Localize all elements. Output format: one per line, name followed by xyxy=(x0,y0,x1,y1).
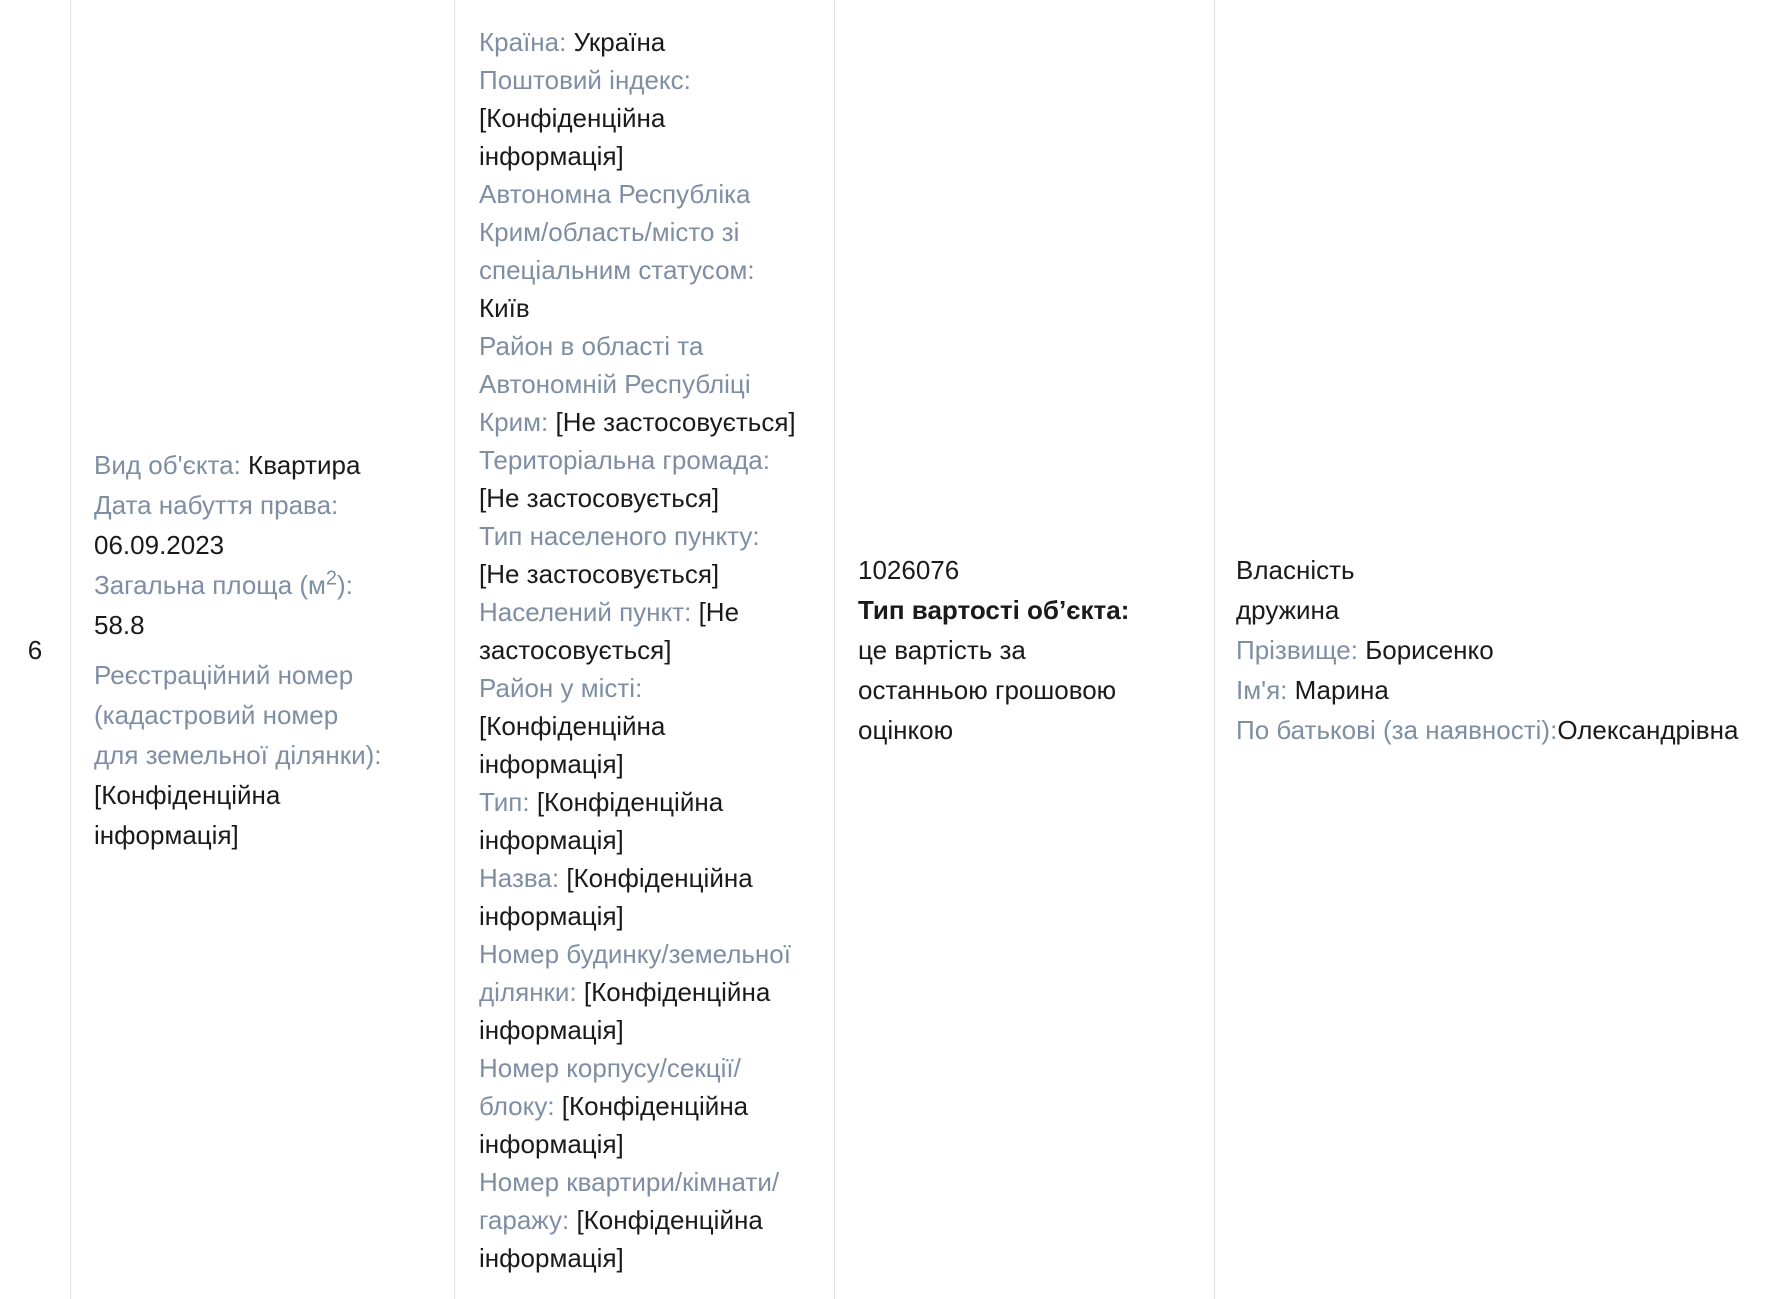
community-value: [Не застосовується] xyxy=(479,482,720,513)
object-type-line xyxy=(94,445,454,485)
region-label: Автономна Республіка Крим/область/місто зі спеціальним статусом: xyxy=(479,178,755,285)
country-value: Україна xyxy=(573,26,666,57)
value-type-value: це вартість за останньою грошовою оцінкою xyxy=(858,634,1117,745)
row-number-cell xyxy=(0,0,70,1299)
object-type-value: Квартира xyxy=(248,449,361,480)
ownership-cell xyxy=(1236,0,1765,1299)
postal-code-label: Поштовий індекс: xyxy=(479,64,691,95)
object-info-cell xyxy=(94,0,454,1299)
district-value: [Не застосовується] xyxy=(555,406,796,437)
surname-value: Борисенко xyxy=(1365,634,1494,665)
owner-relation: дружина xyxy=(1236,594,1340,625)
apartment-number-line: Номер квартири/кімнати/ гаражу: [Конфіденційна інформація] xyxy=(479,1166,780,1273)
value-cell xyxy=(858,0,1208,1299)
column-divider xyxy=(1214,0,1215,1299)
address-cell xyxy=(479,0,819,1299)
column-divider xyxy=(70,0,71,1299)
column-divider xyxy=(454,0,455,1299)
total-area-label: Загальна площа $(м^2)$: xyxy=(94,566,353,600)
column-divider xyxy=(834,0,835,1299)
region-value: Київ xyxy=(479,292,530,323)
building-number-line: Номер корпусу/секції/ блоку: [Конфіденційна інформація] xyxy=(479,1052,749,1159)
city-district-value: [Конфіденційна інформація] xyxy=(479,710,666,779)
object-type-label: Вид об'єкта: xyxy=(94,449,241,480)
right-type: Власність xyxy=(1236,554,1355,585)
district-line: Район в області та Автономній Республіці Крим: [Не застосовується] xyxy=(479,330,796,437)
house-number-line: Номер будинку/земельної ділянки: [Конфіденційна інформація] xyxy=(479,938,791,1045)
settlement-type-value: [Не застосовується] xyxy=(479,558,720,589)
city-district-label: Район у місті: xyxy=(479,672,643,703)
settlement-line: Населений пункт: [Не застосовується] xyxy=(479,596,740,665)
settlement-type-label: Тип населеного пункту: xyxy=(479,520,760,551)
country-line: Країна: Україна xyxy=(479,26,666,57)
street-name-line: Назва: [Конфіденційна інформація] xyxy=(479,862,753,931)
patronymic-value: Олександрівна xyxy=(1557,714,1739,745)
patronymic-line: По батькові (за наявності):Олександрівна xyxy=(1236,714,1739,745)
registration-number-label: Реєстраційний номер (кадастровий номер для земельної ділянки): xyxy=(94,659,382,770)
total-area-value: 58.8 xyxy=(94,609,145,640)
registration-number-value: [Конфіденційна інформація] xyxy=(94,779,281,850)
community-label: Територіальна громада: xyxy=(479,444,770,475)
postal-code-value: [Конфіденційна інформація] xyxy=(479,102,666,171)
acquisition-date-value: 06.09.2023 xyxy=(94,529,225,560)
name-line: Ім'я: Марина xyxy=(1236,674,1389,705)
street-type-line: Тип: [Конфіденційна інформація] xyxy=(479,786,724,855)
acquisition-date-label: Дата набуття права: xyxy=(94,489,339,520)
value-type-label: Тип вартості об’єкта: xyxy=(858,594,1130,625)
name-value: Марина xyxy=(1294,674,1389,705)
row-number: 6 xyxy=(27,634,43,665)
settlement-value: [Не xyxy=(698,596,740,627)
object-value-amount: 1026076 xyxy=(858,554,960,585)
surname-line: Прізвище: Борисенко xyxy=(1236,634,1494,665)
